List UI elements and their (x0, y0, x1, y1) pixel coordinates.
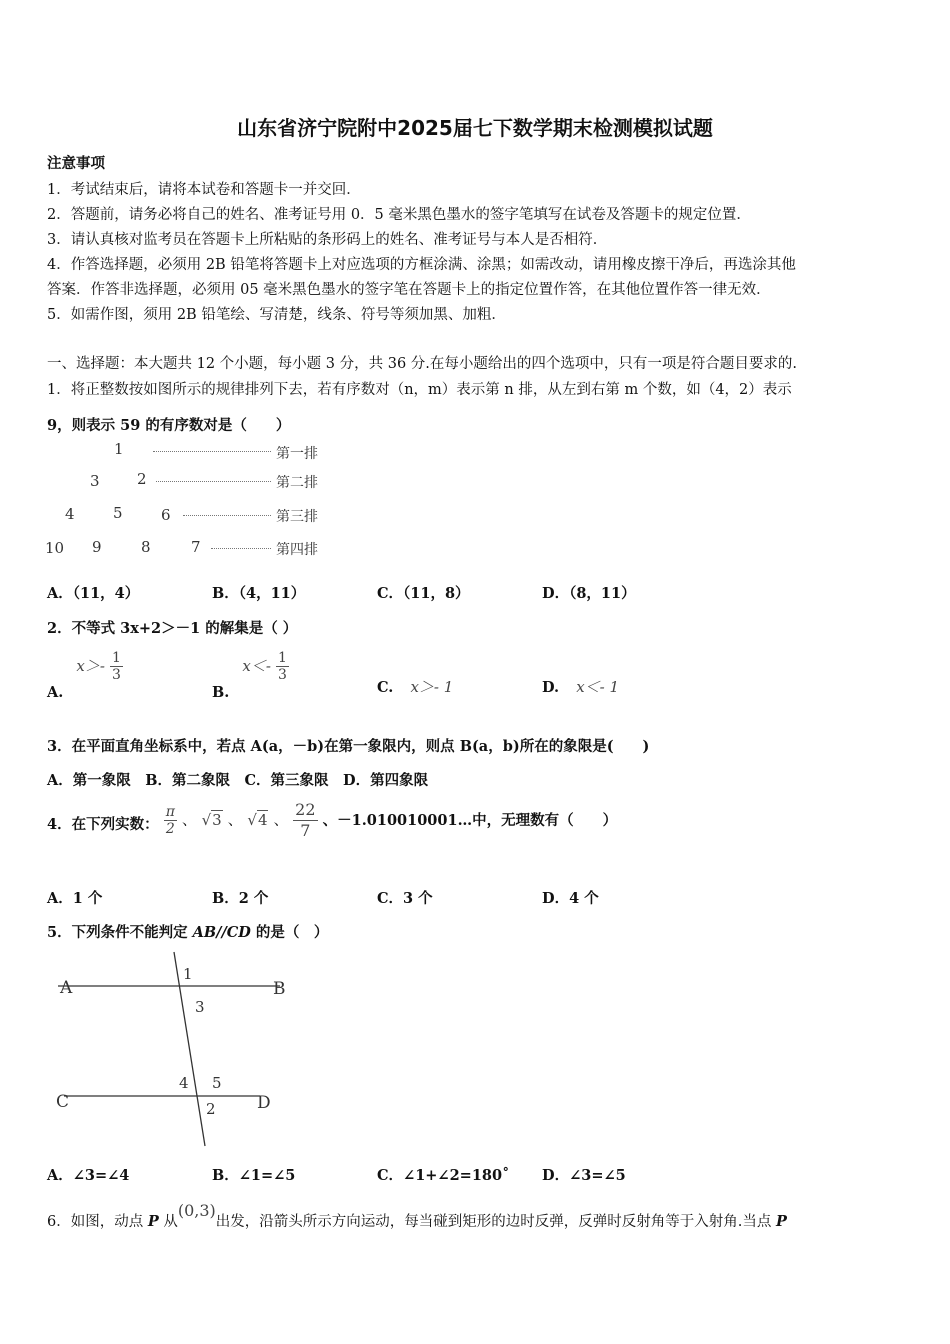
separator: 、 (181, 813, 197, 829)
q5-stem-text: 5．下列条件不能判定 (47, 924, 193, 941)
fig-number: 6 (161, 506, 171, 524)
q2-option-a[interactable] (47, 650, 123, 701)
option-label: B. (212, 684, 230, 701)
sqrt-3: √3 (201, 811, 222, 829)
separator: 、 (227, 813, 243, 829)
notice-item: 2．答题前，请务必将自己的姓名、准考证号用 0．5 毫米黑色墨水的签字笔填写在试卷及答题卡的规定位置． (47, 207, 751, 223)
q6-text: 从 (158, 1214, 178, 1230)
fig-number: 1 (114, 440, 124, 458)
frac-num: 1 (278, 650, 287, 666)
math-expr: x＞- (76, 657, 105, 675)
frac-den: 7 (300, 821, 311, 840)
fraction (276, 650, 289, 683)
q5-stem (47, 921, 328, 942)
q4-suffix: 、－1.010010001…中，无理数有（ ） (322, 812, 618, 829)
sqrt-4: √4 (247, 811, 268, 829)
q1-stem-cont: 9，则表示 59 的有序数对是（ ） (47, 417, 291, 434)
q1-option-b[interactable]: B．（4，11） (212, 585, 306, 602)
q3-stem: 3．在平面直角坐标系中，若点 A(a，－b)在第一象限内，则点 B(a，b)所在的象限是( ) (47, 738, 650, 755)
q1-option-a[interactable]: A．（11，4） (47, 585, 140, 602)
fraction-22-7 (293, 800, 317, 841)
q6-text: 出发，沿箭头所示方向运动，每当碰到矩形的边时反弹，反弹时反射角等于入射角.当点 (215, 1214, 777, 1230)
fig-number: 2 (137, 470, 147, 488)
q4-option-c[interactable]: C．3 个 (377, 890, 433, 907)
q6-coord: (0,3) (177, 1201, 216, 1220)
fraction (110, 650, 123, 683)
radicand: 3 (212, 811, 222, 829)
frac-den: 3 (112, 667, 121, 683)
q4-option-d[interactable]: D．4 个 (542, 890, 599, 907)
option-label: A. (47, 684, 64, 701)
q6-text: 6．如图，动点 (47, 1214, 148, 1230)
math-expr: x＜- 1 (576, 678, 620, 696)
q4-stem (47, 800, 617, 841)
q2-option-c[interactable] (377, 676, 453, 697)
dotted-leader (156, 481, 271, 482)
notice-heading: 注意事项 (47, 155, 105, 172)
label-b: B (273, 979, 286, 999)
row-label: 第二排 (276, 475, 318, 491)
frac-num: 1 (112, 650, 121, 666)
angle-4: 4 (179, 1074, 189, 1092)
fig-number: 4 (65, 505, 75, 523)
q1-option-d[interactable]: D．（8，11） (542, 585, 636, 602)
label-d: D (257, 1093, 271, 1113)
fig-number: 3 (90, 472, 100, 490)
q2-option-b[interactable] (212, 650, 289, 701)
row-label: 第三排 (276, 509, 318, 525)
notice-item: 4．作答选择题，必须用 2B 铅笔将答题卡上对应选项的方框涂满、涂黑；如需改动，请用橡皮擦干净后，再选涂其他 (47, 257, 796, 273)
angle-5: 5 (212, 1074, 222, 1092)
option-label: C. (377, 679, 394, 696)
q5-stem-text: 的是（ ） (250, 924, 329, 941)
page-title: 山东省济宁院附中2025届七下数学期末检测模拟试题 (237, 116, 713, 140)
q5-stem-math: AB//CD (192, 924, 251, 941)
q4-option-b[interactable]: B．2 个 (212, 890, 269, 907)
fig-number: 5 (113, 504, 123, 522)
q1-stem: 1．将正整数按如图所示的规律排列下去，若有序数对（n，m）表示第 n 排，从左到右第 m 个数，如（4，2）表示 (47, 382, 792, 398)
q5-option-b[interactable]: B．∠1=∠5 (212, 1167, 296, 1184)
fraction-pi (164, 804, 177, 837)
q4-option-a[interactable]: A．1 个 (47, 890, 103, 907)
q4-prefix: 4．在下列实数： (47, 816, 159, 833)
section-heading: 一、选择题：本大题共 12 个小题，每小题 3 分，共 36 分.在每小题给出的四个选项中，只有一项是符合题目要求的. (47, 356, 797, 372)
label-a: A (60, 978, 73, 998)
angle-1: 1 (183, 965, 193, 983)
point-p: P (147, 1213, 159, 1230)
fig-number: 8 (141, 538, 151, 556)
q5-option-c[interactable]: C．∠1+∠2=180˚ (377, 1167, 510, 1184)
separator: 、 (273, 813, 289, 829)
point-p: P (776, 1213, 787, 1230)
q6-stem (47, 1201, 787, 1231)
fig-number: 7 (191, 538, 201, 556)
notice-item: 答案．作答非选择题，必须用 05 毫米黑色墨水的签字笔在答题卡上的指定位置作答，在其他位置作答一律无效． (47, 282, 771, 298)
radicand: 4 (257, 811, 268, 829)
label-c: C (56, 1092, 70, 1112)
fig-number: 9 (92, 538, 102, 556)
dotted-leader (153, 451, 271, 452)
option-label: D. (542, 679, 560, 696)
frac-num: π (165, 804, 175, 820)
row-label: 第四排 (276, 542, 318, 558)
q2-stem: 2．不等式 3x+2＞－1 的解集是（ ） (47, 620, 298, 637)
q1-option-c[interactable]: C．（11，8） (377, 585, 470, 602)
frac-den: 2 (164, 820, 177, 837)
q5-option-a[interactable]: A．∠3=∠4 (47, 1167, 130, 1184)
frac-den: 3 (278, 667, 287, 683)
angle-2: 2 (206, 1100, 216, 1118)
angle-3: 3 (195, 998, 205, 1016)
notice-item: 5．如需作图，须用 2B 铅笔绘、写清楚，线条、符号等须加黑、加粗． (47, 307, 506, 323)
q2-option-d[interactable] (542, 676, 619, 697)
dotted-leader (211, 548, 271, 549)
dotted-leader (183, 515, 271, 516)
q3-options[interactable]: A．第一象限 B．第二象限 C．第三象限 D．第四象限 (47, 772, 429, 789)
notice-item: 1．考试结束后，请将本试卷和答题卡一并交回． (47, 182, 361, 198)
q5-figure (40, 948, 300, 1153)
notice-item: 3．请认真核对监考员在答题卡上所粘贴的条形码上的姓名、准考证号与本人是否相符． (47, 232, 608, 248)
math-expr: x＜- (242, 657, 271, 675)
frac-num: 22 (295, 800, 316, 819)
fig-number: 10 (45, 539, 65, 557)
row-label: 第一排 (276, 446, 318, 462)
math-expr: x＞- 1 (410, 678, 454, 696)
q5-option-d[interactable]: D．∠3=∠5 (542, 1167, 626, 1184)
